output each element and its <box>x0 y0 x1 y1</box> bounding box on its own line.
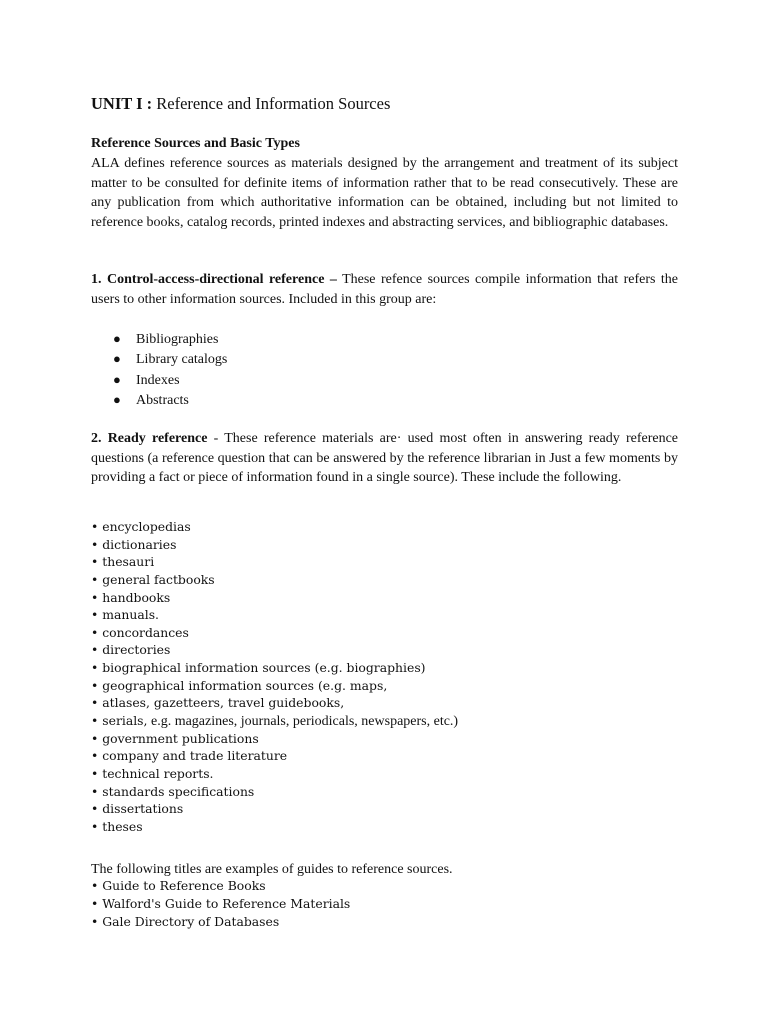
list-item <box>113 370 227 390</box>
list-item: • theses <box>91 818 143 834</box>
intro-paragraph: ALA defines reference sources as materials designed by the arrangement and treatment of its subject matter to be consulted for definite items of information rather that to be read consecutively. These are any publication from which authoritative information can be obtained, including but not limited to reference books, catalog records, printed indexes and abstracting services, and bibliographic databases. <box>91 156 678 230</box>
list-item-text: Indexes <box>136 372 180 388</box>
guides-paragraph: The following titles are examples of guides to reference sources. <box>91 862 453 877</box>
bullet-icon: ● <box>113 371 121 387</box>
ready-reference-paragraph <box>91 429 678 488</box>
bullet-icon: ● <box>113 351 121 367</box>
bullet-icon: ● <box>113 331 121 346</box>
ready-reference-list <box>91 518 458 836</box>
list-item: • manuals. <box>91 607 159 623</box>
list-item: • atlases, gazetteers, travel guidebooks, <box>91 695 345 711</box>
list-item <box>113 349 227 369</box>
list-item: • concordances <box>91 624 189 640</box>
list-item-text: • serials, <box>91 713 148 729</box>
list-item <box>113 390 227 410</box>
list-item: • biographical information sources (e.g. biographies) <box>91 660 426 676</box>
list-item-text: Library catalogs <box>136 352 228 368</box>
list-item: • standards specifications <box>91 783 255 799</box>
list-item: • government publications <box>91 730 259 746</box>
list-item: • company and trade literature <box>91 748 288 764</box>
ready-reference-label: 2. Ready reference <box>91 431 208 446</box>
section-heading: Reference Sources and Basic Types <box>91 136 300 151</box>
list-item: • dictionaries <box>91 536 177 552</box>
list-item: • Gale Directory of Databases <box>91 914 280 930</box>
list-item: • geographical information sources (e.g. maps, <box>91 677 388 693</box>
control-access-list <box>113 329 227 410</box>
list-item: • Guide to Reference Books <box>91 878 266 893</box>
list-item: • dissertations <box>91 801 184 817</box>
list-item: • directories <box>91 642 171 658</box>
unit-label: UNIT I : <box>91 94 153 113</box>
unit-title-text: Reference and Information Sources <box>152 94 391 113</box>
bullet-icon: ● <box>113 391 121 407</box>
list-item <box>91 712 458 730</box>
control-access-label: 1. Control-access-directional reference – <box>91 272 337 287</box>
unit-title <box>91 94 390 114</box>
serials-examples-text: e.g. magazines, journals, periodicals, newspapers, etc.) <box>147 714 459 730</box>
list-item: • encyclopedias <box>91 519 191 534</box>
list-item: • Walford's Guide to Reference Materials <box>91 896 351 912</box>
list-item <box>113 329 227 349</box>
list-item-text: Abstracts <box>136 392 189 408</box>
list-item: • technical reports. <box>91 765 214 781</box>
ready-reference-text: - These reference materials are· used most often in answering ready reference questions (a reference question that can be answered by the reference librarian in Just a few moments by providing a fact or piece of information found in a single source). These include the following. <box>91 431 678 486</box>
control-access-text: These refence sources compile information that refers the users to other information sources. Included in this group are: <box>91 272 678 307</box>
list-item-text: Bibliographies <box>136 332 219 347</box>
guides-list <box>91 877 350 932</box>
list-item: • handbooks <box>91 589 171 605</box>
list-item: • thesauri <box>91 554 155 570</box>
list-item: • general factbooks <box>91 571 215 587</box>
control-access-paragraph <box>91 270 678 309</box>
